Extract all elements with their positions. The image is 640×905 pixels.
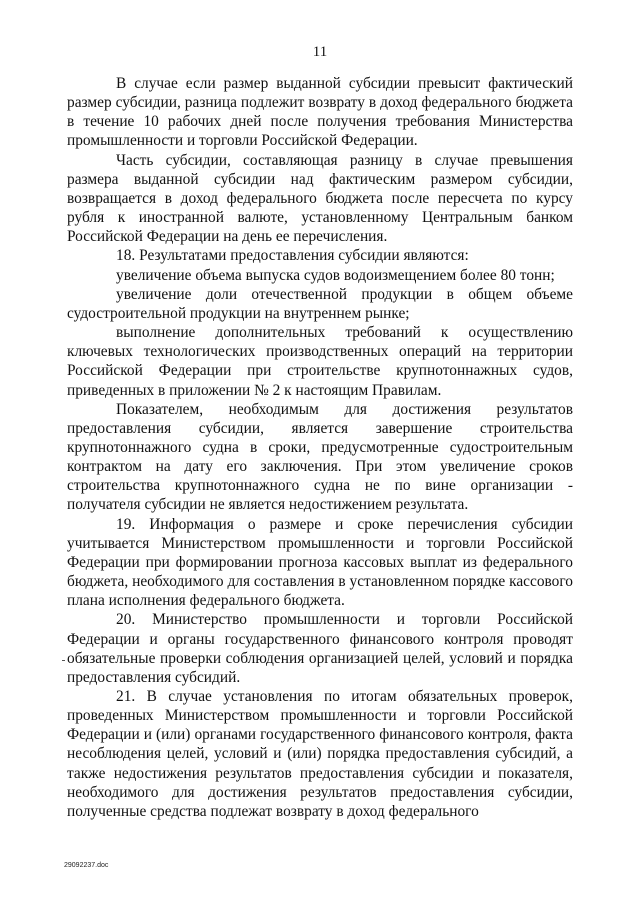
paragraph-19: 19. Информация о размере и сроке перечисления субсидии учитывается Министерством промышленности и торговли Российской Федерации при формировании прогноза кассовых выплат из федерального бюджета, необходимого для составления в установленном порядке кассового плана исполнения федерального бюджета.: [67, 515, 573, 610]
page-number: 11: [312, 44, 328, 60]
paragraph-20: 20. Министерство промышленности и торговли Российской Федерации и органы государственного финансового контроля проводят обязательные проверки соблюдения организацией целей, условий и порядка предоставления субсидий.: [67, 611, 573, 686]
paragraph-subsidy-difference: Часть субсидии, составляющая разницу в случае превышения размера выданной субсидии над фактическим размером субсидии, возвращается в доход федерального бюджета после пересчета по курсу рубля к иностранной валюте, установленному Центральным банком Российской Федерации на день ее перечисления.: [67, 151, 573, 246]
paragraph-subsidy-excess: В случае если размер выданной субсидии превысит фактический размер субсидии, разница подлежит возврату в доход федерального бюджета в течение 10 рабочих дней после получения требования Министерства промышленности и торговли Российской Федерации.: [67, 75, 573, 150]
document-body: [67, 74, 573, 821]
paragraph-21: 21. В случае установления по итогам обязательных проверок, проведенных Министерством промышленности и торговли Российской Федерации и (или) органами государственного финансового контроля, факта несоблюдения целей, условий и (или) порядка предоставления субсидий, а также недостижения результатов предоставления субсидии и показателя, необходимого для достижения результатов предоставления субсидии, полученные средства подлежат возврату в доход федерального: [67, 688, 573, 820]
footer-file-code: 29092237.doc: [64, 862, 109, 869]
paragraph-result-volume: увеличение объема выпуска судов водоизмещением более 80 тонн;: [116, 266, 555, 284]
paragraph-indicator: Показателем, необходимым для достижения результатов предоставления субсидии, является завершение строительства крупнотоннажного судна в сроки, предусмотренные судостроительным контрактом на дату его заключения. При этом увеличение сроков строительства крупнотоннажного судна не по вине организации - получателя субсидии не является недостижением результата.: [67, 400, 573, 514]
margin-mark: [62, 660, 65, 661]
paragraph-result-requirements: выполнение дополнительных требований к осуществлению ключевых технологических производственных операций на территории Российской Федерации при строительстве крупнотоннажных судов, приведенных в приложении № 2 к настоящим Правилам.: [67, 324, 573, 399]
paragraph-result-share: увеличение доли отечественной продукции в общем объеме судостроительной продукции на внутреннем рынке;: [67, 285, 573, 322]
paragraph-18-heading: 18. Результатами предоставления субсидии являются:: [116, 247, 469, 265]
